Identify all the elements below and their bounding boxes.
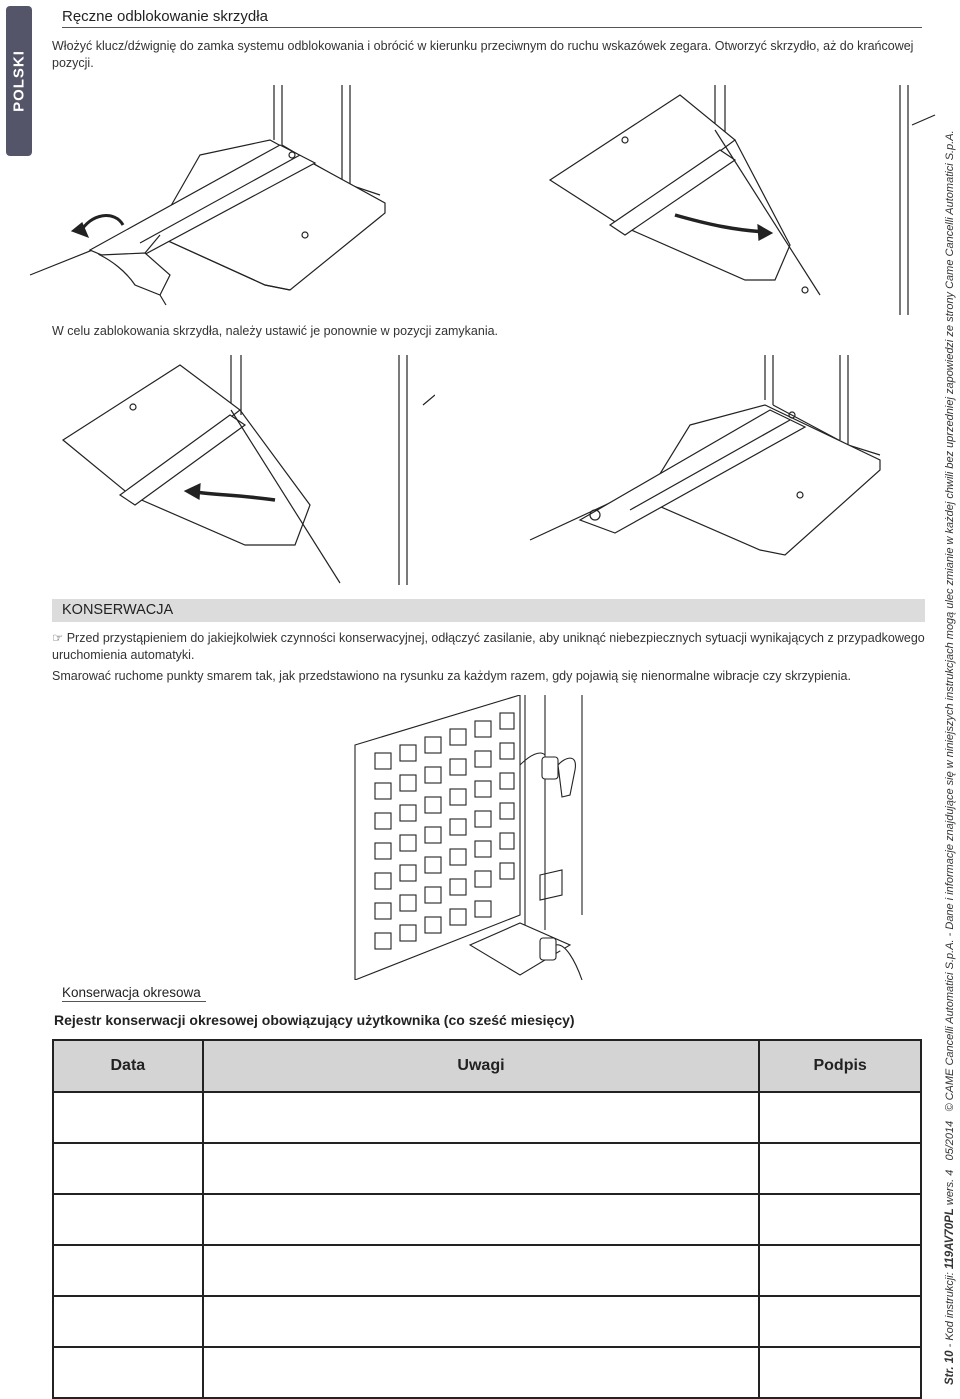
table-row bbox=[53, 1347, 921, 1398]
closed-leaf-illustration bbox=[520, 355, 900, 590]
date-cell[interactable] bbox=[53, 1092, 203, 1143]
open-leaf-illustration bbox=[540, 85, 940, 315]
column-header-notes: Uwagi bbox=[203, 1040, 760, 1092]
maintenance-heading: KONSERWACJA bbox=[62, 602, 174, 618]
notes-cell[interactable] bbox=[203, 1296, 760, 1347]
footer-vertical bbox=[944, 130, 956, 1385]
date-cell[interactable] bbox=[53, 1143, 203, 1194]
footer-code-label: - Kod instrukcji: bbox=[944, 1272, 956, 1348]
maintenance-section-bar bbox=[52, 599, 925, 622]
signature-cell[interactable] bbox=[759, 1194, 921, 1245]
table-row bbox=[53, 1245, 921, 1296]
date-cell[interactable] bbox=[53, 1347, 203, 1398]
footer-copyright: © CAME Cancelli Automatici S.p.A. - Dane i informacje znajdujące się w niniejszych instrukcjach mogą ulec zmianie w każdej chwili bez uprzedniej zapowiedzi ze strony Came Cancelli Automatici S.p.A. bbox=[944, 130, 956, 1112]
footer-version: wers. 4 bbox=[944, 1169, 956, 1206]
table-row bbox=[53, 1194, 921, 1245]
maintenance-warning-text: Przed przystąpieniem do jakiejkolwiek czynności konserwacyjnej, odłączyć zasilanie, aby uniknąć niebezpiecznych sytuacji wynikających z przypadkowego uruchomienia automatyki. bbox=[52, 631, 925, 662]
lock-instruction-text: W celu zablokowania skrzydła, należy ustawić je ponownie w pozycji zamykania. bbox=[52, 324, 499, 338]
manual-release-heading: Ręczne odblokowanie skrzydła bbox=[62, 8, 922, 28]
maintenance-register-table bbox=[52, 1039, 922, 1399]
language-label: POLSKI bbox=[10, 50, 28, 112]
lubrication-text: Smarować ruchome punkty smarem tak, jak przedstawiono na rysunku za każdym razem, gdy pojawią się nienormalne wibracje czy skrzypienia. bbox=[52, 669, 851, 683]
signature-cell[interactable] bbox=[759, 1347, 921, 1398]
table-row bbox=[53, 1296, 921, 1347]
date-cell[interactable] bbox=[53, 1194, 203, 1245]
notes-cell[interactable] bbox=[203, 1143, 760, 1194]
table-row bbox=[53, 1143, 921, 1194]
footer-date: 05/2014 bbox=[944, 1120, 956, 1161]
signature-cell[interactable] bbox=[759, 1296, 921, 1347]
date-cell[interactable] bbox=[53, 1296, 203, 1347]
notes-cell[interactable] bbox=[203, 1092, 760, 1143]
notes-cell[interactable] bbox=[203, 1245, 760, 1296]
signature-cell[interactable] bbox=[759, 1143, 921, 1194]
table-header-row bbox=[53, 1040, 921, 1092]
date-cell[interactable] bbox=[53, 1245, 203, 1296]
lubrication-illustration bbox=[350, 695, 600, 980]
unlock-key-illustration bbox=[20, 85, 400, 315]
table-row bbox=[53, 1092, 921, 1143]
close-leaf-illustration bbox=[55, 355, 435, 590]
column-header-signature: Podpis bbox=[759, 1040, 921, 1092]
signature-cell[interactable] bbox=[759, 1092, 921, 1143]
periodic-maintenance-heading: Konserwacja okresowa bbox=[62, 985, 206, 1002]
signature-cell[interactable] bbox=[759, 1245, 921, 1296]
column-header-date: Data bbox=[53, 1040, 203, 1092]
register-title: Rejestr konserwacji okresowej obowiązujący użytkownika (co sześć miesięcy) bbox=[54, 1012, 575, 1028]
notes-cell[interactable] bbox=[203, 1347, 760, 1398]
footer-page: Str. 10 bbox=[944, 1350, 956, 1385]
manual-release-text: Włożyć klucz/dźwignię do zamka systemu odblokowania i obrócić w kierunku przeciwnym do ruchu wskazówek zegara. Otworzyć skrzydło, aż do krańcowej pozycji. bbox=[52, 39, 914, 70]
notes-cell[interactable] bbox=[203, 1194, 760, 1245]
pointing-hand-icon: ☞ bbox=[52, 631, 67, 645]
footer-code: 119AV70PL bbox=[944, 1208, 956, 1270]
maintenance-warning bbox=[52, 630, 932, 664]
